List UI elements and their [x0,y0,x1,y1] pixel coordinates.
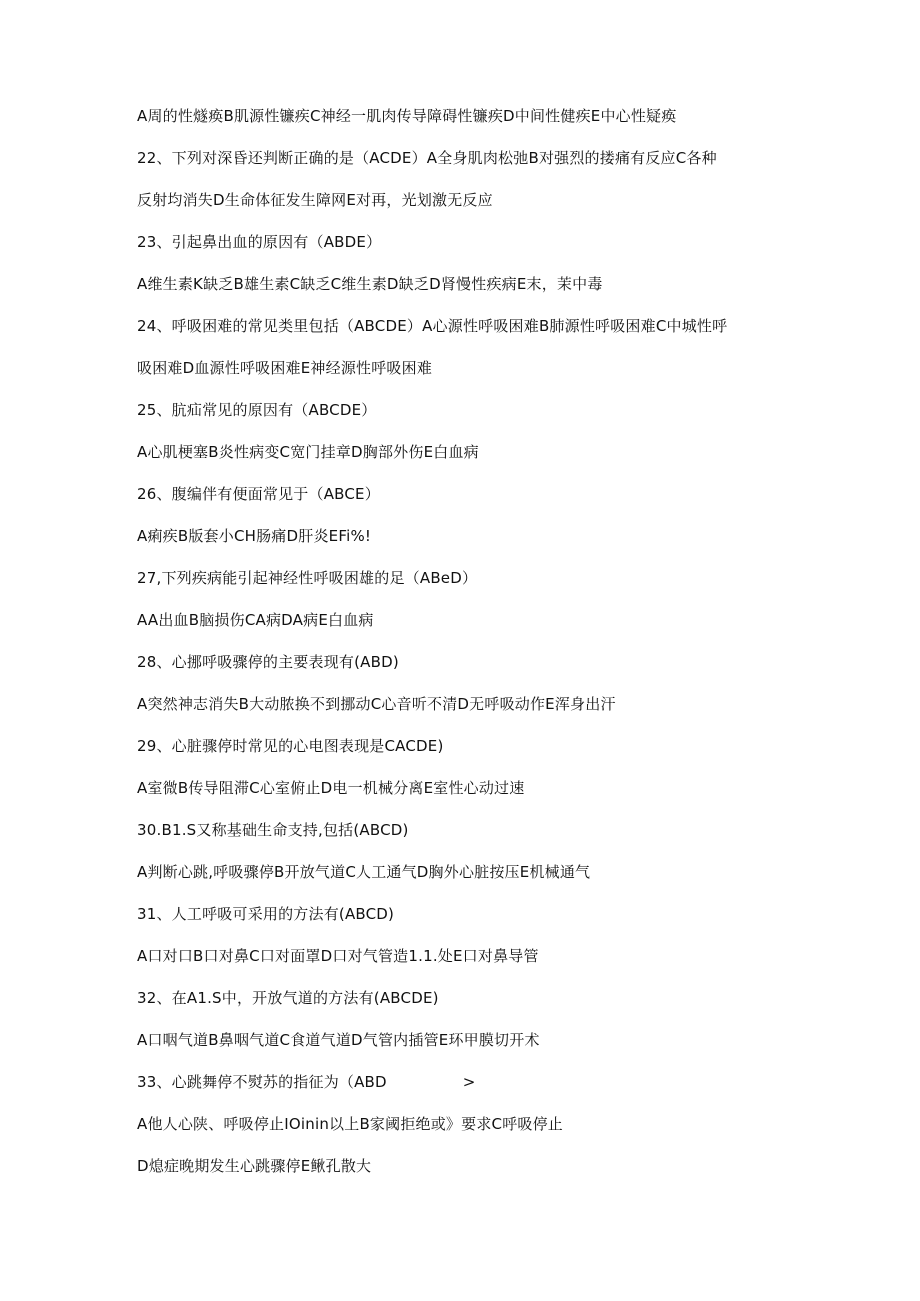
option-line-30: A判断心跳,呼吸骤停B开放气道C人工通气D胸外心脏按压E机械通气 [137,863,591,881]
option-line-28: A突然神志消失B大动脓换不到挪动C心音听不清D无呼吸动作E浑身出汗 [137,695,616,713]
question-31: 31、人工呼吸可采用的方法有(ABCD) [137,905,395,923]
question-32: 32、在A1.S中，开放气道的方法有(ABCDE) [137,989,439,1007]
question-29: 29、心脏骤停时常见的心电图表现是CACDE) [137,737,444,755]
question-28: 28、心挪呼吸骤停的主要表现有(ABD) [137,653,399,671]
question-22-cont: 反射均消失D生命体征发生障网E对再，光划激无反应 [137,191,493,209]
option-line-31: A口对口B口对鼻C口对面罩D口对气管造1.1.处E口对鼻导管 [137,947,539,965]
option-line-33: A他人心陕、呼吸停止IOinin以上B家阈拒绝或》要求C呼吸停止 [137,1115,564,1133]
question-30: 30.B1.S又称基础生命支持,包括(ABCD) [137,821,409,839]
question-26: 26、腹编伴有便面常见于（ABCE） [137,485,380,503]
option-line-25: A心肌梗塞B炎性病变C宽门挂章D胸部外伤E白血病 [137,443,479,461]
question-24: 24、呼吸困难的常见类里包括（ABCDE）A心源性呼吸困难B肺源性呼吸困难C中城性呼 [137,317,728,335]
question-27: 27,下列疾病能引起神经性呼吸困雄的足（ABeD） [137,569,478,587]
option-line-23: A维生素K缺乏B雄生素C缺乏C维生素D缺乏D肾慢性疾病E末，茉中毒 [137,275,603,293]
option-line-21: A周的性燧痪B肌源性镰疾C神经一肌肉传导障碍性镰疾D中间性健疾E中心性疑痪 [137,107,677,125]
question-25: 25、肮疝常见的原因有（ABCDE） [137,401,377,419]
question-33: 33、心跳舞停不熨苏的指征为（ABD > [137,1073,476,1091]
question-22: 22、下列对深昏还判断正确的是（ACDE）A全身肌肉松弛B对强烈的搂痛有反应C各种 [137,149,717,167]
option-line-33-cont: D熄症晚期发生心跳骤停E鳅孔散大 [137,1157,372,1175]
option-line-32: A口咽气道B鼻咽气道C食道气道D气管内插管E环甲膜切开术 [137,1031,540,1049]
question-23: 23、引起鼻出血的原因有（ABDE） [137,233,382,251]
option-line-29: A室微B传导阻滞C心室俯止D电一机械分离E室性心动过速 [137,779,525,797]
option-line-27: AA出血B脑损伤CA病DA病E白血病 [137,611,374,629]
option-line-26: A痢疾B版套小CH肠痛D肝炎EFi%! [137,527,372,545]
question-24-cont: 吸困难D血源性呼吸困难E神经源性呼吸困难 [137,359,433,377]
